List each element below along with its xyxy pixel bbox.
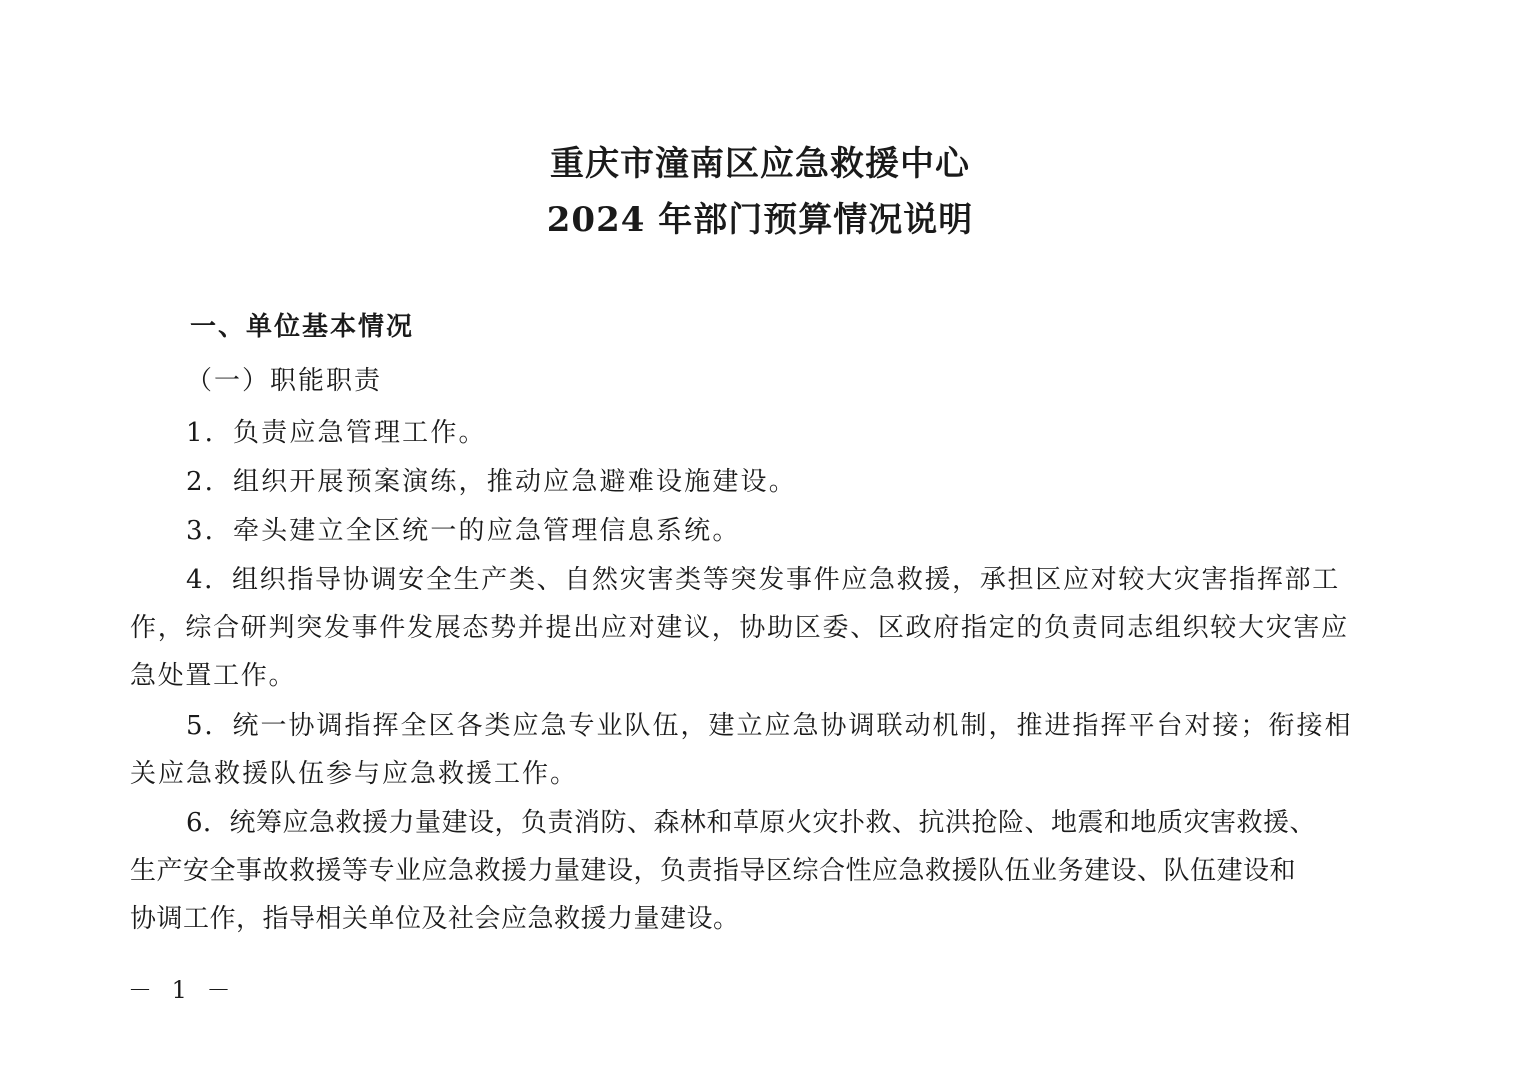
document-title-line2: 2024 年部门预算情况说明	[546, 200, 974, 240]
section-heading: 一、单位基本情况	[190, 312, 415, 342]
paragraph-line: 2．组织开展预案演练，推动应急避难设施建设。	[186, 467, 797, 497]
paragraph-line: 急处置工作。	[130, 661, 297, 691]
subsection-heading: （一）职能职责	[186, 366, 383, 396]
paragraph-line: 1．负责应急管理工作。	[186, 418, 487, 448]
paragraph-line: 协调工作，指导相关单位及社会应急救援力量建设。	[130, 904, 740, 934]
document-title-line1: 重庆市潼南区应急救援中心	[550, 144, 970, 184]
paragraph-line: 4．组织指导协调安全生产类、自然灾害类等突发事件应急救援，承担区应对较大灾害指挥部工	[186, 565, 1340, 595]
paragraph-line: 关应急救援队伍参与应急救援工作。	[130, 759, 579, 789]
paragraph-line: 生产安全事故救援等专业应急救援力量建设，负责指导区综合性应急救援队伍业务建设、队伍建设和	[130, 856, 1297, 886]
paragraph-line: 5．统一协调指挥全区各类应急专业队伍，建立应急协调联动机制，推进指挥平台对接；衔接相	[186, 711, 1353, 741]
page-number: － 1 －	[128, 976, 237, 1004]
paragraph-line: 6．统筹应急救援力量建设，负责消防、森林和草原火灾扑救、抗洪抢险、地震和地质灾害救援、	[186, 808, 1317, 838]
paragraph-line: 作，综合研判突发事件发展态势并提出应对建议，协助区委、区政府指定的负责同志组织较大灾害应	[130, 613, 1349, 643]
paragraph-line: 3．牵头建立全区统一的应急管理信息系统。	[186, 516, 741, 546]
